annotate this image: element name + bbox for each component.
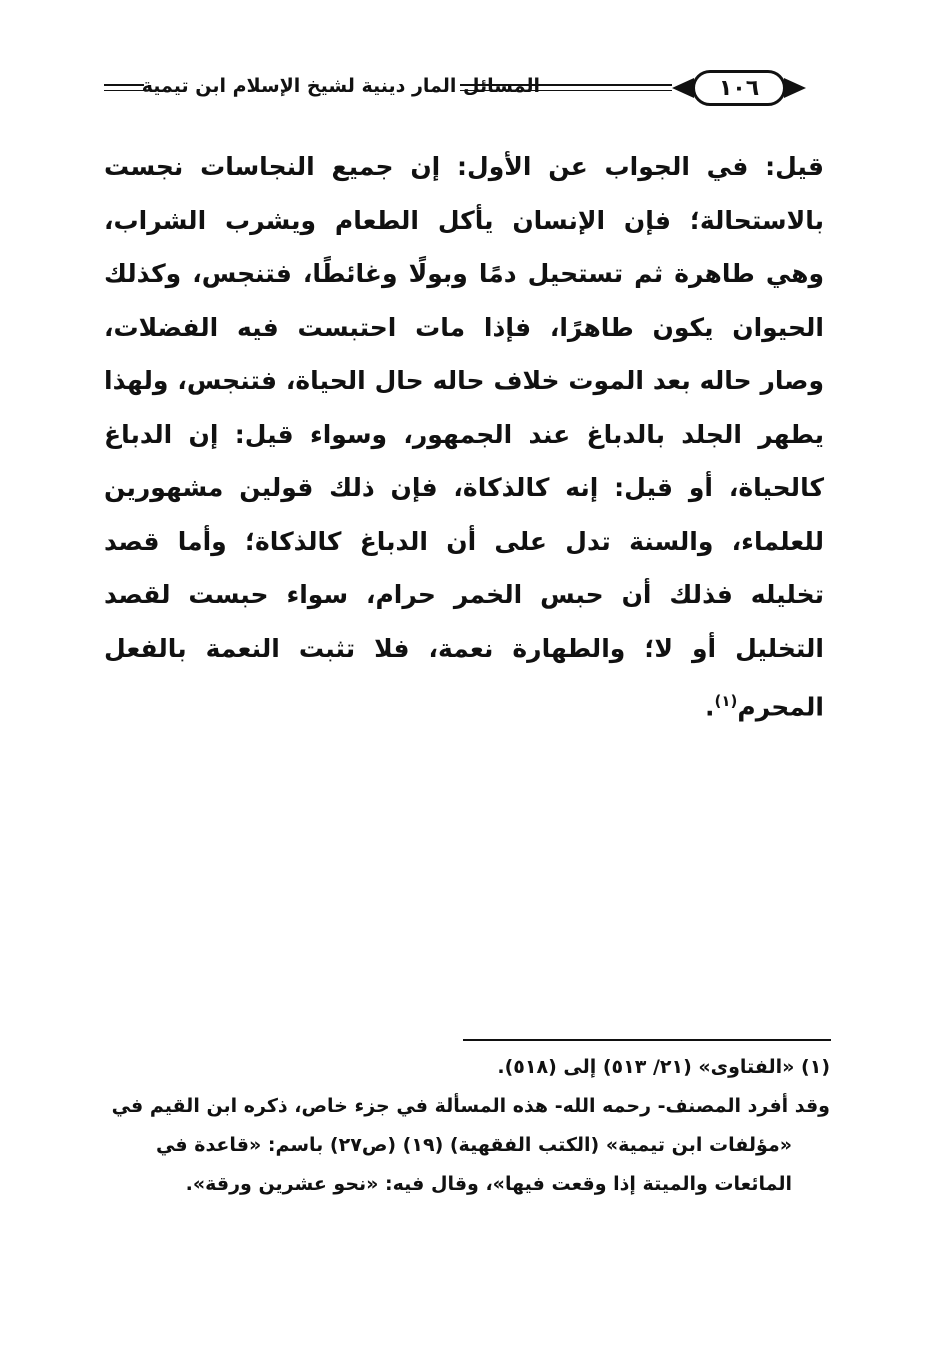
paragraph-end-mark: . [705, 692, 715, 722]
main-paragraph [104, 140, 824, 734]
header-rule-left-top [104, 84, 144, 86]
footnote-separator [463, 1039, 831, 1041]
header-rule-middle-bottom [460, 90, 672, 91]
footnote-note-line-2: «مؤلفات ابن تيمية» (الكتب الفقهية) (١٩) (ص٢٧) باسم: «قاعدة في [155, 1134, 792, 1156]
header-rule-middle-top [460, 84, 672, 86]
page-header [104, 66, 822, 112]
page-badge-left-arrow [672, 78, 694, 98]
footnote-note-line-1: وقد أفرد المصنف- رحمه الله- هذه المسألة في جزء خاص، ذكره ابن القيم في [111, 1095, 830, 1117]
page-badge-right-arrow [784, 78, 806, 98]
footnote-1: (١) «الفتاوى» (٢١/ ٥١٣) إلى (٥١٨). [497, 1056, 830, 1078]
footnote-reference: (١) [714, 692, 738, 710]
header-rule-left-bottom [104, 90, 144, 91]
page-number: ١٠٦ [718, 75, 760, 101]
footnotes [104, 1048, 830, 1204]
footnote-note-line-3: المائعات والميتة إذا وقعت فيها»، وقال فيه: «نحو عشرين ورقة». [185, 1173, 792, 1195]
page-number-badge [692, 70, 786, 106]
main-paragraph-text: قيل: في الجواب عن الأول: إن جميع النجاسات نجست بالاستحالة؛ فإن الإنسان يأكل الطعام ويشرب الشراب، وهي طاهرة ثم تستحيل دمًا وبولًا وغائطًا، فتنجس، وكذلك الحيوان يكون طاهرًا، فإذا مات احتبست فيه الفضلات، وصار حاله بعد الموت خلاف حاله حال الحياة، فتنجس، ولهذا يطهر الجلد بالدباغ عند الجمهور، وسواء قيل: إن الدباغ كالحياة، أو قيل: إنه كالذكاة، فإن ذلك قولين مشهورين للعلماء، والسنة تدل على أن الدباغ كالذكاة؛ وأما قصد تخليله فذلك أن حبس الخمر حرام، سواء حبست لقصد التخليل أو لا؛ والطهارة نعمة، فلا تثبت النعمة بالفعل المحرم [104, 152, 824, 722]
running-title: المسائل المار دينية لشيخ الإسلام ابن تيمية [141, 75, 540, 97]
